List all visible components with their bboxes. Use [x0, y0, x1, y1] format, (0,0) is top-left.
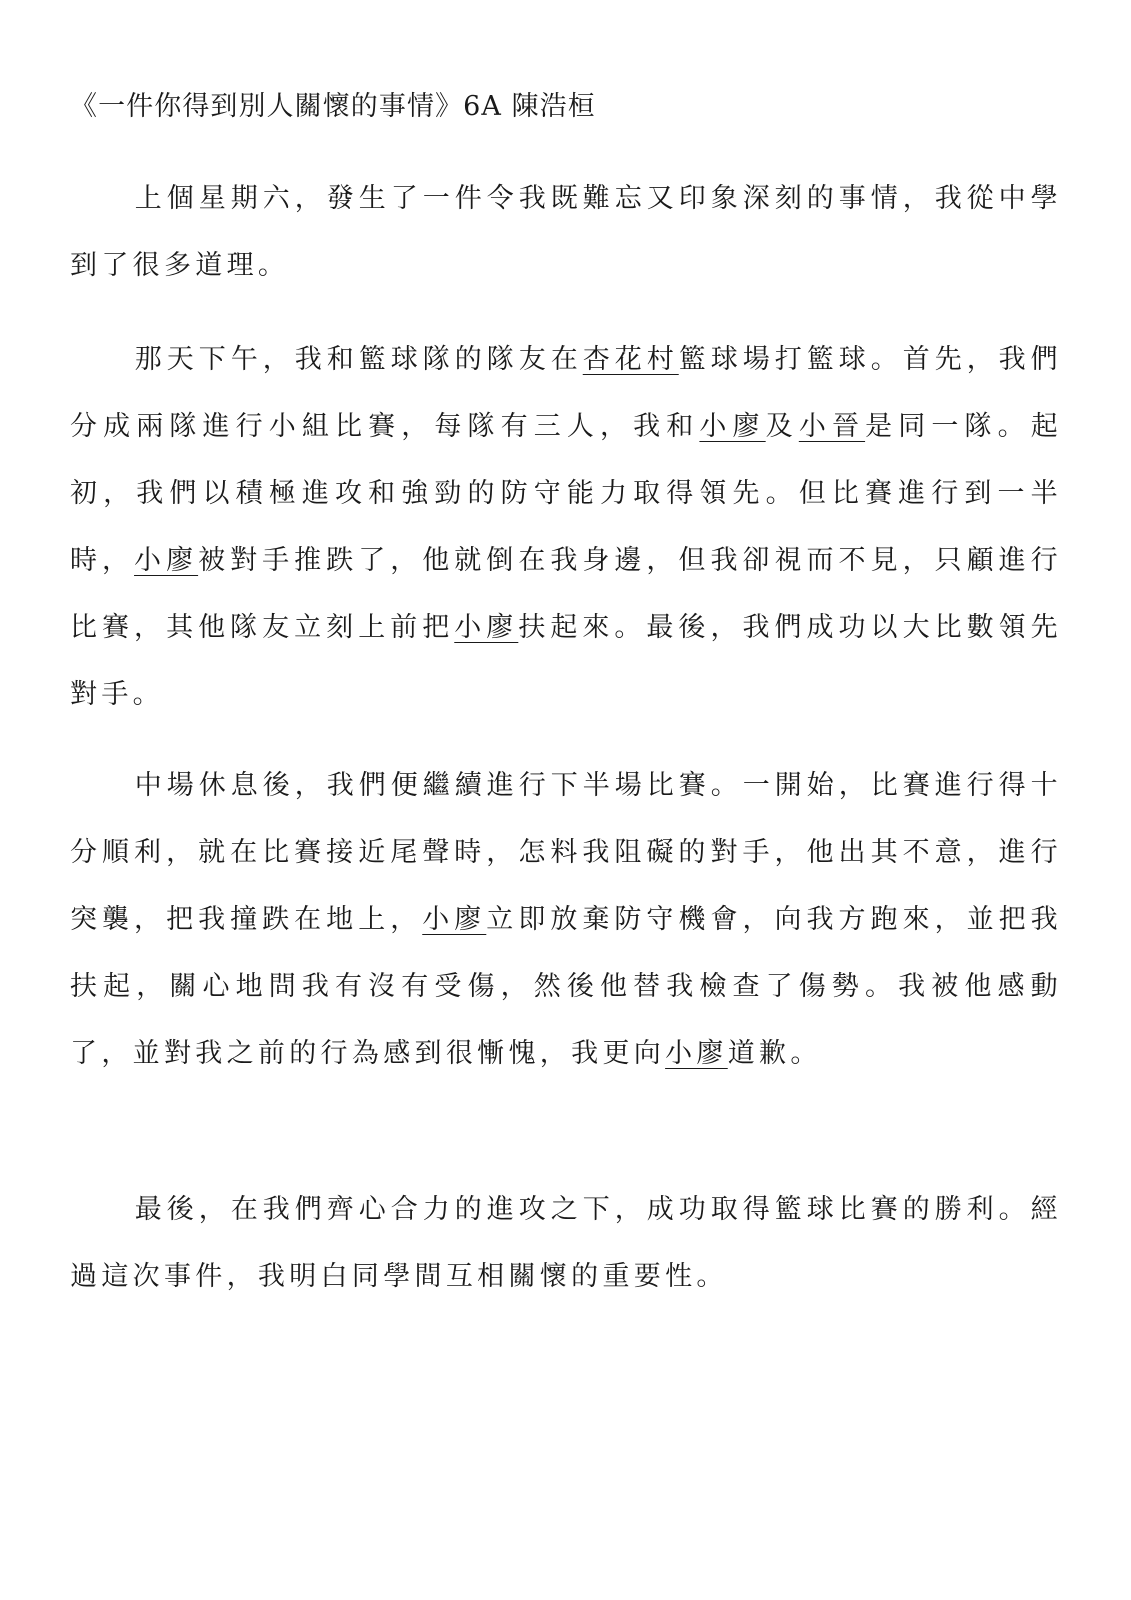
essay-paragraph-4	[70, 1176, 1062, 1310]
underlined-name: 小廖	[699, 411, 766, 442]
underlined-name: 小廖	[134, 545, 199, 576]
text-run: 最後，在我們齊心合力的進攻之下，成功取得籃球比賽的勝利。經過這次事件，我明白同學間互相關懷的重要性。	[70, 1194, 1062, 1292]
text-run: 道歉。	[727, 1038, 822, 1069]
underlined-name: 小廖	[454, 612, 519, 643]
underlined-name: 小廖	[665, 1038, 728, 1069]
text-run: 那天下午，我和籃球隊的隊友在	[134, 344, 583, 375]
underlined-name: 小廖	[422, 904, 487, 935]
text-run: 中場休息後，我們便繼續進行下半場比賽。一開始，比賽進行得十分順利，就在比賽接近尾聲時，怎料我阻礙的對手，他出其不意，進行突襲，把我撞跌在地上，	[70, 770, 1062, 935]
essay-paragraph-3	[70, 752, 1062, 1087]
text-run: 立即放棄防守機會，向我方跑來，並把我扶起，關心地問我有沒有受傷，然後他替我檢查了傷勢。我被他感動了，並對我之前的行為感到很慚愧，我更向	[70, 904, 1062, 1069]
essay-title: 《一件你得到別人關懷的事情》6A 陳浩桓	[70, 91, 596, 122]
essay-paragraph-2	[70, 326, 1062, 728]
essay-paragraph-1	[70, 165, 1062, 299]
text-run: 是同一隊。起初，我們以積極進攻和強勁的防守能力取得領先。但比賽進行到一半時，	[70, 411, 1063, 576]
underlined-name: 杏花村	[582, 344, 679, 375]
text-run: 扶起來。最後，我們成功以大比數領先對手。	[70, 612, 1062, 710]
text-run: 籃球場打籃球。首先，我們分成兩隊進行小組比賽，每隊有三人，我和	[70, 344, 1063, 442]
text-run: 被對手推跌了，他就倒在我身邊，但我卻視而不見，只顧進行比賽，其他隊友立刻上前把	[70, 545, 1063, 643]
text-run: 上個星期六，發生了一件令我既難忘又印象深刻的事情，我從中學到了很多道理。	[70, 183, 1062, 281]
underlined-name: 小晉	[798, 411, 866, 442]
text-run: 及	[765, 411, 799, 442]
